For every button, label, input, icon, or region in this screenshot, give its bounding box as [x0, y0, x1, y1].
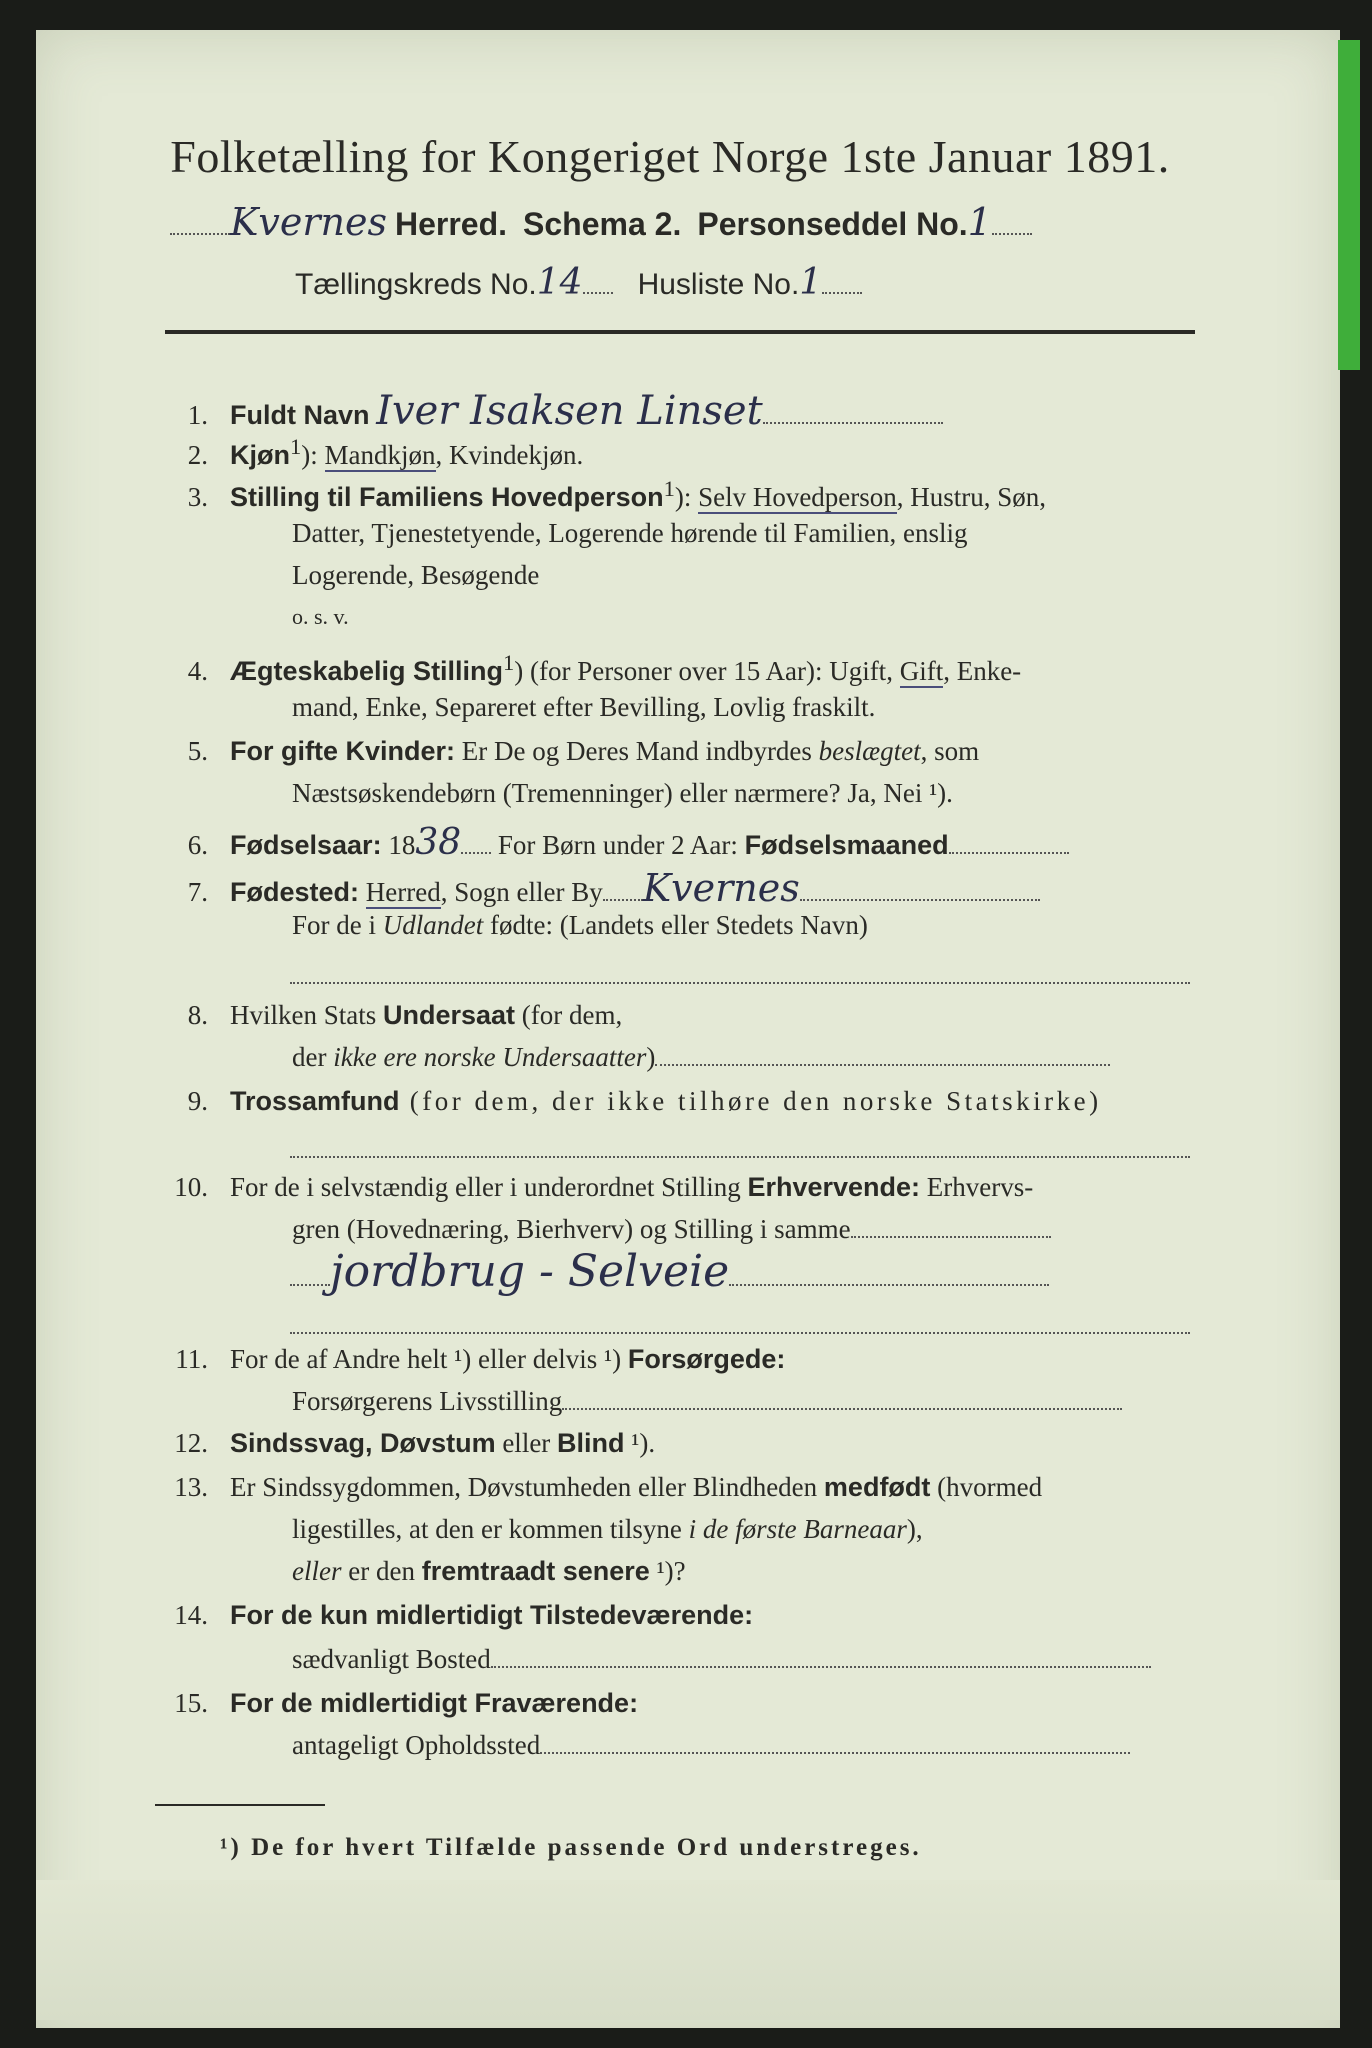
- occupation-label: Erhvervende:: [747, 1172, 921, 1202]
- footnote-mark: 1: [663, 476, 675, 501]
- item-13-line-3: [292, 1556, 686, 1587]
- birthplace-rest: , Sogn eller By: [440, 877, 603, 907]
- position-label: Stilling til Familiens Hovedperson: [230, 482, 664, 512]
- item-8-number: 8.: [187, 1000, 208, 1030]
- item-6-number: 6.: [187, 830, 208, 860]
- citizenship-label: Undersaat: [383, 1000, 516, 1030]
- item-7-blank-line: [290, 960, 1190, 991]
- disability-text: eller: [495, 1428, 558, 1458]
- footnote-rule: [155, 1804, 325, 1806]
- item-10-answer-line: [290, 1246, 1049, 1297]
- item-8: [160, 1000, 622, 1031]
- full-name-handwritten: Iver Isaksen Linset: [376, 388, 763, 434]
- married-women-rest: , som: [920, 736, 980, 766]
- sex-option-male: Mandkjøn: [324, 440, 436, 470]
- occupation-line-2: gren (Hovednæring, Bierhverv) og Stilling i samme: [292, 1214, 851, 1244]
- temp-present-label: For de kun midlertidigt Tilstedeværende:: [230, 1600, 754, 1630]
- item-4: 4. Ægteskabelig Stilling$^1$) (for Personer over 15 Aar): Ugift, Gift, Enke-: [160, 650, 1021, 687]
- item-5-line-2: Næstsøskendebørn (Tremenninger) eller nærmere? Ja, Nei ¹).: [292, 778, 953, 808]
- birth-year-label: Fødselsaar:: [230, 830, 382, 860]
- item-5-number: 5.: [187, 736, 208, 766]
- schema-label: Schema 2.: [523, 206, 682, 242]
- item-9-blank-line: [290, 1134, 1190, 1165]
- kreds-handwritten: 14: [536, 262, 583, 303]
- usual-residence: sædvanligt Bosted: [292, 1644, 491, 1674]
- husliste-handwritten: 1: [799, 262, 823, 303]
- congenital-line2-a: ligestilles, at den er kommen tilsyne: [292, 1514, 689, 1544]
- footnote: ¹) De for hvert Tilfælde passende Ord understreges.: [220, 1834, 922, 1861]
- congenital-line2-b: ),: [906, 1514, 923, 1544]
- herred-handwritten: Kvernes: [230, 200, 387, 244]
- birthplace-selected: Herred: [365, 877, 441, 907]
- herred-label: Herred.: [394, 206, 508, 242]
- religion-label: Trossamfund: [230, 1086, 400, 1116]
- item-14-line-2: [292, 1644, 1151, 1675]
- temp-absent-label: For de midlertidigt Fraværende:: [230, 1688, 639, 1718]
- personseddel-label: Personseddel No.: [697, 206, 968, 242]
- disability-label: Sindssvag, Døvstum: [230, 1428, 496, 1458]
- citizenship-italic: ikke ere norske Undersaatter: [333, 1042, 647, 1072]
- personseddel-handwritten: 1: [967, 200, 992, 244]
- married-women-label: For gifte Kvinder:: [230, 736, 456, 766]
- item-15: [160, 1688, 638, 1719]
- item-7-line-2: [292, 910, 868, 941]
- later-onset-label: fremtraadt senere: [421, 1556, 650, 1586]
- item-15-number: 15.: [174, 1688, 208, 1718]
- item-13-line-2: [292, 1514, 923, 1545]
- occupation-handwritten: jordbrug - Selveie: [330, 1246, 730, 1297]
- position-selected: Selv Hovedperson: [698, 482, 897, 512]
- green-edge-strip: [1338, 40, 1360, 370]
- item-10-blank-line: [290, 1310, 1190, 1341]
- husliste-label: Husliste No.: [637, 268, 800, 301]
- birth-year-prefix: 18: [381, 830, 416, 860]
- item-5: [160, 736, 979, 767]
- congenital-line3-a: er den: [341, 1556, 422, 1586]
- occupation-text: For de i selvstændig eller i underordnet Stilling: [230, 1172, 748, 1202]
- item-1-number: 1.: [187, 400, 208, 430]
- item-11-line-2: [292, 1386, 1122, 1417]
- footnote-mark: 1: [503, 650, 515, 675]
- item-3: 3. Stilling til Familiens Hovedperson$^1$): Selv Hovedperson, Hustru, Søn,: [160, 476, 1046, 513]
- item-11-number: 11.: [175, 1344, 208, 1374]
- citizenship-line2-b: ): [646, 1042, 656, 1072]
- item-9: [160, 1086, 1102, 1117]
- item-14: [160, 1600, 753, 1631]
- congenital-italic: i de første Barneaar: [688, 1514, 907, 1544]
- birth-year-mid: For Børn under 2 Aar:: [491, 830, 745, 860]
- item-8-line-2: [292, 1042, 1110, 1073]
- footnote-mark: 1: [290, 434, 302, 459]
- congenital-line3-b: ¹)?: [649, 1556, 686, 1586]
- item-12-number: 12.: [174, 1428, 208, 1458]
- citizenship-text: Hvilken Stats: [230, 1000, 383, 1030]
- header-kreds-line: [295, 262, 862, 303]
- item-14-number: 14.: [174, 1600, 208, 1630]
- marital-selected: Gift: [899, 656, 944, 686]
- position-options-rest: , Hustru, Søn,: [896, 482, 1047, 512]
- item-12: [160, 1428, 655, 1459]
- item-3-line-4: o. s. v.: [292, 604, 349, 629]
- item-10-number: 10.: [174, 1172, 208, 1202]
- item-6: [160, 822, 1069, 863]
- form-title: Folketælling for Kongeriget Norge 1ste Januar 1891.: [170, 131, 1170, 182]
- item-7: [160, 866, 1040, 910]
- item-3-number: 3.: [187, 482, 208, 512]
- supported-label: Forsørgede:: [627, 1344, 786, 1374]
- blind-label: Blind: [557, 1428, 625, 1458]
- congenital-line3-italic: eller: [292, 1556, 342, 1586]
- item-13: [160, 1472, 1042, 1503]
- item-4-number: 4.: [187, 656, 208, 686]
- occupation-rest: Erhvervs-: [920, 1172, 1034, 1202]
- item-15-line-2: [292, 1730, 1130, 1761]
- abroad-text-b: fødte: (Landets eller Stedets Navn): [483, 910, 868, 940]
- birth-year-handwritten: 38: [415, 822, 462, 863]
- birth-month-label: Fødselsmaaned: [744, 830, 949, 860]
- presumed-whereabouts: antageligt Opholdssted: [292, 1730, 541, 1760]
- marital-rest: , Enke-: [943, 656, 1022, 686]
- birthplace-handwritten: Kvernes: [642, 866, 800, 910]
- full-name-label: Fuldt Navn: [230, 400, 370, 430]
- item-7-number: 7.: [187, 877, 208, 907]
- item-10-line-2: [292, 1214, 1051, 1245]
- item-13-number: 13.: [174, 1472, 208, 1502]
- congenital-rest: (hvormed: [930, 1472, 1043, 1502]
- abroad-italic: Udlandet: [382, 910, 484, 940]
- header-rule: [165, 330, 1195, 334]
- item-2-number: 2.: [187, 440, 208, 470]
- header-herred-line: [170, 200, 1032, 244]
- birthplace-label: Fødested:: [230, 877, 360, 907]
- kreds-label: Tællingskreds No.: [295, 268, 537, 301]
- married-women-italic: beslægtet: [818, 736, 921, 766]
- supported-text: For de af Andre helt ¹) eller delvis ¹): [230, 1344, 628, 1374]
- sheet-bottom-edge: [36, 1880, 1340, 2020]
- sex-options-rest: , Kvindekjøn.: [435, 440, 584, 470]
- marital-pre: (for Personer over 15 Aar): Ugift,: [523, 656, 900, 686]
- item-3-line-2: Datter, Tjenestetyende, Logerende hørende til Familien, enslig: [292, 518, 968, 548]
- item-3-line-3: Logerende, Besøgende: [292, 560, 540, 590]
- sex-label: Kjøn: [230, 440, 290, 470]
- congenital-text: Er Sindssygdommen, Døvstumheden eller Blindheden: [230, 1472, 824, 1502]
- item-11: [160, 1344, 785, 1375]
- abroad-text-a: For de i: [292, 910, 383, 940]
- item-4-line-2: mand, Enke, Separeret efter Bevilling, Lovlig fraskilt.: [292, 692, 876, 722]
- item-9-number: 9.: [187, 1086, 208, 1116]
- citizenship-line2-a: der: [292, 1042, 334, 1072]
- item-10: [160, 1172, 1033, 1203]
- married-women-text: Er De og Deres Mand indbyrdes: [455, 736, 819, 766]
- religion-rest: (for dem, der ikke tilhøre den norske Statskirke): [399, 1086, 1102, 1116]
- item-1: [160, 388, 943, 434]
- provider-occupation: Forsørgerens Livsstilling: [292, 1386, 563, 1416]
- item-2: 2. Kjøn$^1$): Mandkjøn, Kvindekjøn.: [160, 434, 583, 471]
- citizenship-rest: (for dem,: [515, 1000, 623, 1030]
- disability-rest: ¹).: [624, 1428, 656, 1458]
- congenital-label: medfødt: [823, 1472, 931, 1502]
- marital-label: Ægteskabelig Stilling: [230, 656, 504, 686]
